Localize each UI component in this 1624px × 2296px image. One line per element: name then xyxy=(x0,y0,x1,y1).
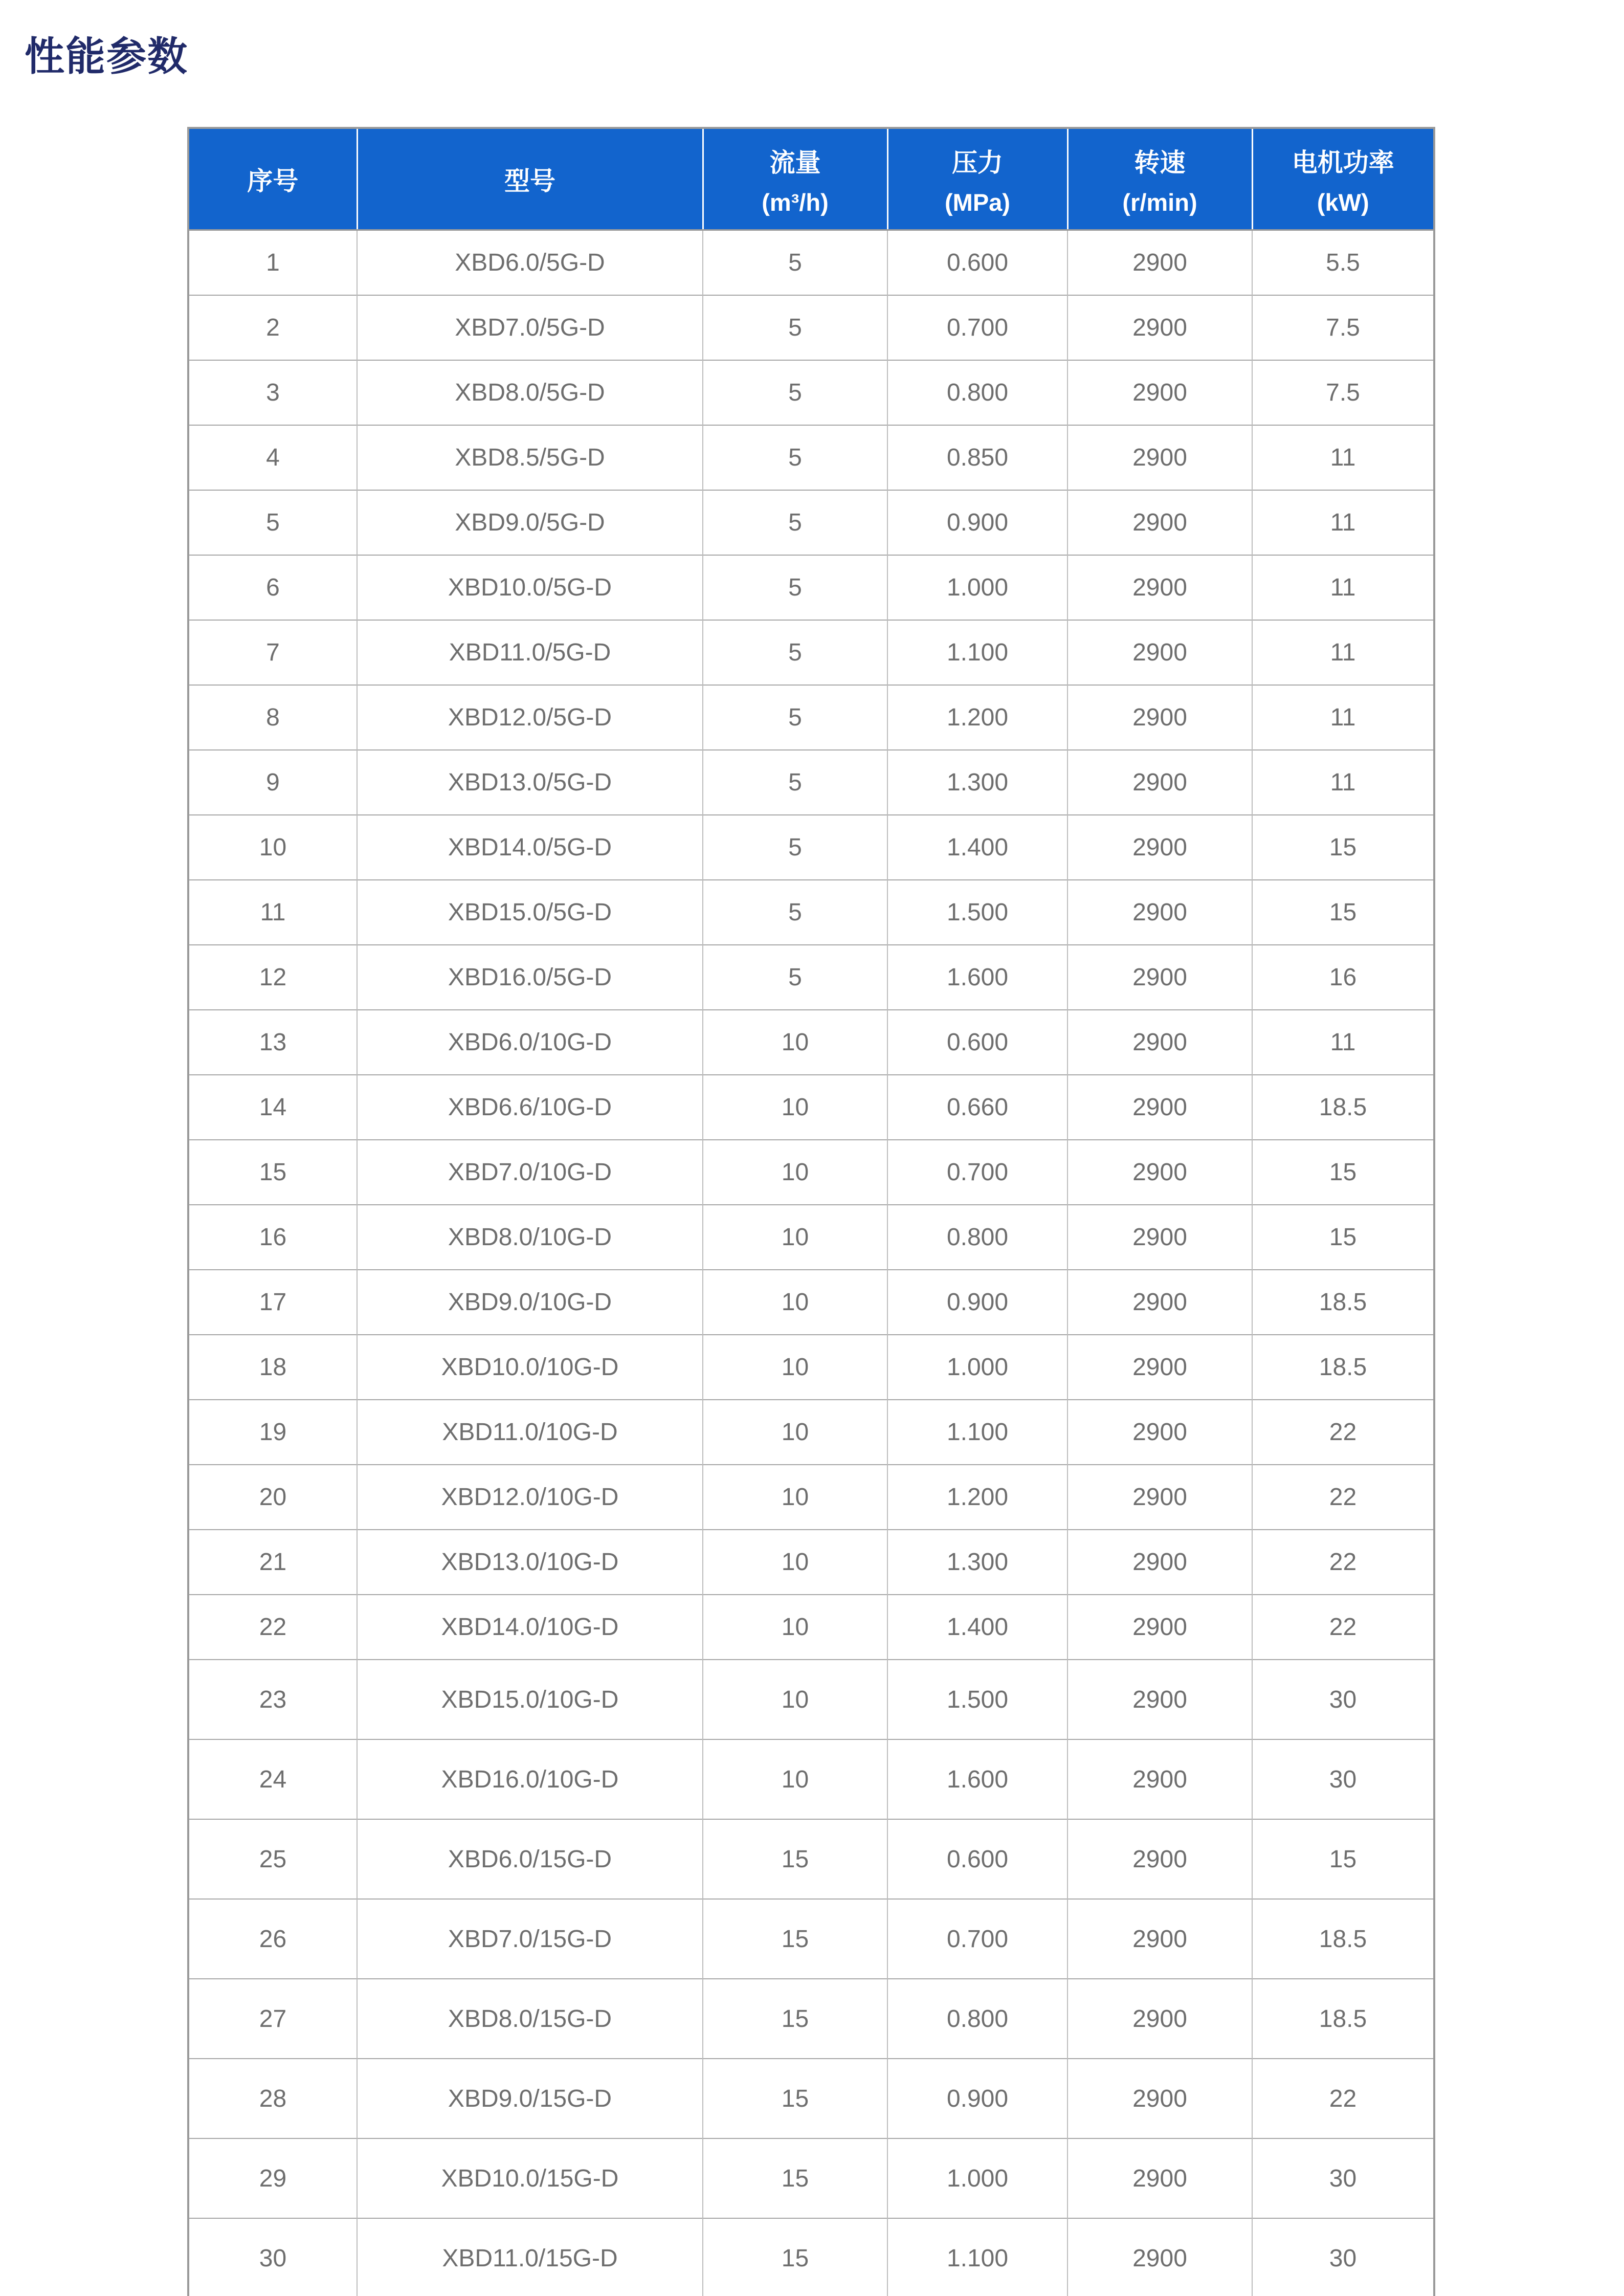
cell: 1.100 xyxy=(887,620,1067,685)
cell: 2900 xyxy=(1067,1465,1252,1530)
cell: XBD10.0/10G-D xyxy=(357,1335,703,1400)
cell: 0.800 xyxy=(887,1205,1067,1270)
cell: 3 xyxy=(188,360,357,425)
cell: XBD7.0/15G-D xyxy=(357,1899,703,1979)
cell: XBD6.0/10G-D xyxy=(357,1010,703,1075)
cell: 25 xyxy=(188,1819,357,1899)
table-body xyxy=(188,230,1434,2296)
cell: 2900 xyxy=(1067,1010,1252,1075)
cell: 2900 xyxy=(1067,1140,1252,1205)
table-row xyxy=(188,295,1434,360)
cell: 18.5 xyxy=(1252,1075,1434,1140)
cell: 15 xyxy=(703,1899,887,1979)
cell: XBD11.0/15G-D xyxy=(357,2218,703,2296)
cell: XBD7.0/5G-D xyxy=(357,295,703,360)
cell: XBD12.0/5G-D xyxy=(357,685,703,750)
cell: 30 xyxy=(1252,1739,1434,1819)
cell: 18.5 xyxy=(1252,1979,1434,2059)
column-header-motor-power xyxy=(1252,128,1434,230)
column-header-label: 压力 xyxy=(952,148,1003,177)
cell: XBD12.0/10G-D xyxy=(357,1465,703,1530)
cell: 6 xyxy=(188,555,357,620)
cell: XBD6.0/15G-D xyxy=(357,1819,703,1899)
cell: 5 xyxy=(703,230,887,296)
cell: 2900 xyxy=(1067,2138,1252,2218)
cell: 8 xyxy=(188,685,357,750)
cell: 2900 xyxy=(1067,1595,1252,1660)
cell: 1.300 xyxy=(887,1530,1067,1595)
cell: 2900 xyxy=(1067,2059,1252,2138)
cell: 29 xyxy=(188,2138,357,2218)
cell: 2900 xyxy=(1067,230,1252,296)
cell: 1.100 xyxy=(887,1400,1067,1465)
cell: 5 xyxy=(703,750,887,815)
column-header-label: 序号 xyxy=(247,167,299,195)
cell: 2900 xyxy=(1067,880,1252,945)
cell: 5 xyxy=(703,880,887,945)
cell: 18 xyxy=(188,1335,357,1400)
cell: 26 xyxy=(188,1899,357,1979)
cell: XBD15.0/5G-D xyxy=(357,880,703,945)
cell: 2900 xyxy=(1067,2218,1252,2296)
cell: 22 xyxy=(1252,1595,1434,1660)
cell: 21 xyxy=(188,1530,357,1595)
cell: 16 xyxy=(188,1205,357,1270)
cell: 0.900 xyxy=(887,1270,1067,1335)
cell: XBD14.0/10G-D xyxy=(357,1595,703,1660)
cell: 15 xyxy=(1252,880,1434,945)
cell: 22 xyxy=(1252,1400,1434,1465)
cell: 30 xyxy=(188,2218,357,2296)
cell: 5 xyxy=(703,425,887,490)
performance-table xyxy=(187,127,1435,2296)
table-row xyxy=(188,1530,1434,1595)
cell: 19 xyxy=(188,1400,357,1465)
cell: 0.600 xyxy=(887,230,1067,296)
cell: 10 xyxy=(703,1400,887,1465)
column-header-label: 转速 xyxy=(1134,148,1186,177)
cell: 18.5 xyxy=(1252,1899,1434,1979)
cell: 0.850 xyxy=(887,425,1067,490)
cell: 0.900 xyxy=(887,2059,1067,2138)
cell: XBD11.0/10G-D xyxy=(357,1400,703,1465)
column-header-speed xyxy=(1067,128,1252,230)
table-row xyxy=(188,1465,1434,1530)
cell: 2900 xyxy=(1067,685,1252,750)
cell: 5.5 xyxy=(1252,230,1434,296)
cell: 11 xyxy=(1252,555,1434,620)
table-row xyxy=(188,1400,1434,1465)
cell: XBD7.0/10G-D xyxy=(357,1140,703,1205)
cell: 15 xyxy=(1252,1205,1434,1270)
cell: 1.500 xyxy=(887,880,1067,945)
table-row xyxy=(188,2138,1434,2218)
cell: 2900 xyxy=(1067,1205,1252,1270)
cell: 1.300 xyxy=(887,750,1067,815)
cell: 10 xyxy=(703,1660,887,1739)
cell: 2900 xyxy=(1067,1335,1252,1400)
cell: 0.800 xyxy=(887,360,1067,425)
cell: XBD6.0/5G-D xyxy=(357,230,703,296)
table-row xyxy=(188,2059,1434,2138)
cell: 10 xyxy=(703,1205,887,1270)
cell: XBD13.0/5G-D xyxy=(357,750,703,815)
cell: 11 xyxy=(188,880,357,945)
cell: 11 xyxy=(1252,1010,1434,1075)
cell: 2900 xyxy=(1067,1075,1252,1140)
cell: XBD16.0/5G-D xyxy=(357,945,703,1010)
cell: 9 xyxy=(188,750,357,815)
column-header-label: 电机功率 xyxy=(1292,148,1394,177)
cell: 0.700 xyxy=(887,1899,1067,1979)
cell: 5 xyxy=(703,295,887,360)
cell: 15 xyxy=(703,1979,887,2059)
cell: 23 xyxy=(188,1660,357,1739)
cell: 2900 xyxy=(1067,815,1252,880)
cell: XBD10.0/15G-D xyxy=(357,2138,703,2218)
table-row xyxy=(188,555,1434,620)
cell: 0.700 xyxy=(887,295,1067,360)
cell: 10 xyxy=(703,1075,887,1140)
cell: 5 xyxy=(188,490,357,555)
cell: 1.200 xyxy=(887,685,1067,750)
cell: 1.400 xyxy=(887,815,1067,880)
cell: XBD8.5/5G-D xyxy=(357,425,703,490)
cell: 1.600 xyxy=(887,1739,1067,1819)
cell: 15 xyxy=(703,2138,887,2218)
cell: 22 xyxy=(1252,1530,1434,1595)
cell: 28 xyxy=(188,2059,357,2138)
cell: XBD13.0/10G-D xyxy=(357,1530,703,1595)
cell: 2900 xyxy=(1067,490,1252,555)
column-header-label: 型号 xyxy=(504,167,555,195)
cell: 2900 xyxy=(1067,1979,1252,2059)
cell: 2900 xyxy=(1067,1400,1252,1465)
cell: XBD14.0/5G-D xyxy=(357,815,703,880)
column-header-flow xyxy=(703,128,887,230)
cell: 5 xyxy=(703,490,887,555)
cell: 2900 xyxy=(1067,1739,1252,1819)
cell: 30 xyxy=(1252,2138,1434,2218)
column-header-pressure xyxy=(887,128,1067,230)
cell: 24 xyxy=(188,1739,357,1819)
cell: 10 xyxy=(703,1530,887,1595)
cell: 5 xyxy=(703,815,887,880)
cell: 10 xyxy=(188,815,357,880)
cell: 0.600 xyxy=(887,1819,1067,1899)
cell: 2900 xyxy=(1067,945,1252,1010)
cell: 1 xyxy=(188,230,357,296)
cell: 2900 xyxy=(1067,1660,1252,1739)
cell: 12 xyxy=(188,945,357,1010)
cell: 1.100 xyxy=(887,2218,1067,2296)
cell: 15 xyxy=(1252,1819,1434,1899)
cell: 10 xyxy=(703,1335,887,1400)
cell: 22 xyxy=(1252,2059,1434,2138)
table-header xyxy=(188,128,1434,230)
cell: 1.200 xyxy=(887,1465,1067,1530)
table-row xyxy=(188,1270,1434,1335)
cell: 5 xyxy=(703,360,887,425)
cell: 11 xyxy=(1252,425,1434,490)
cell: 2900 xyxy=(1067,750,1252,815)
cell: 22 xyxy=(188,1595,357,1660)
cell: 5 xyxy=(703,555,887,620)
cell: 1.500 xyxy=(887,1660,1067,1739)
cell: 4 xyxy=(188,425,357,490)
cell: 30 xyxy=(1252,2218,1434,2296)
page-title: 性能参数 xyxy=(25,34,189,79)
cell: 18.5 xyxy=(1252,1335,1434,1400)
table-row xyxy=(188,360,1434,425)
cell: XBD9.0/5G-D xyxy=(357,490,703,555)
cell: 2 xyxy=(188,295,357,360)
cell: 13 xyxy=(188,1010,357,1075)
cell: 1.000 xyxy=(887,2138,1067,2218)
cell: 15 xyxy=(188,1140,357,1205)
cell: 1.600 xyxy=(887,945,1067,1010)
cell: 27 xyxy=(188,1979,357,2059)
cell: 11 xyxy=(1252,685,1434,750)
table-row xyxy=(188,1075,1434,1140)
cell: 7 xyxy=(188,620,357,685)
table-row xyxy=(188,1010,1434,1075)
cell: 14 xyxy=(188,1075,357,1140)
cell: 2900 xyxy=(1067,1819,1252,1899)
table-row xyxy=(188,685,1434,750)
cell: 16 xyxy=(1252,945,1434,1010)
cell: 1.400 xyxy=(887,1595,1067,1660)
cell: XBD6.6/10G-D xyxy=(357,1075,703,1140)
table-row xyxy=(188,1899,1434,1979)
cell: XBD15.0/10G-D xyxy=(357,1660,703,1739)
cell: 1.000 xyxy=(887,1335,1067,1400)
cell: 10 xyxy=(703,1465,887,1530)
cell: 2900 xyxy=(1067,425,1252,490)
column-header-model xyxy=(357,128,703,230)
cell: 11 xyxy=(1252,620,1434,685)
column-header-index xyxy=(188,128,357,230)
cell: 0.660 xyxy=(887,1075,1067,1140)
cell: 7.5 xyxy=(1252,360,1434,425)
cell: 20 xyxy=(188,1465,357,1530)
table-row xyxy=(188,880,1434,945)
cell: 2900 xyxy=(1067,620,1252,685)
table-row xyxy=(188,815,1434,880)
cell: 0.700 xyxy=(887,1140,1067,1205)
cell: 18.5 xyxy=(1252,1270,1434,1335)
cell: 17 xyxy=(188,1270,357,1335)
cell: 5 xyxy=(703,945,887,1010)
cell: 15 xyxy=(1252,1140,1434,1205)
column-header-unit: (m³/h) xyxy=(762,188,829,216)
cell: XBD11.0/5G-D xyxy=(357,620,703,685)
column-header-unit: (kW) xyxy=(1317,188,1369,216)
table-row xyxy=(188,425,1434,490)
cell: 10 xyxy=(703,1595,887,1660)
cell: 2900 xyxy=(1067,1270,1252,1335)
cell: XBD8.0/15G-D xyxy=(357,1979,703,2059)
cell: 2900 xyxy=(1067,1530,1252,1595)
table-row xyxy=(188,1660,1434,1739)
cell: 2900 xyxy=(1067,360,1252,425)
cell: 30 xyxy=(1252,1660,1434,1739)
table-row xyxy=(188,1739,1434,1819)
table-row xyxy=(188,620,1434,685)
cell: 22 xyxy=(1252,1465,1434,1530)
table-row xyxy=(188,1140,1434,1205)
cell: 2900 xyxy=(1067,555,1252,620)
cell: 15 xyxy=(703,1819,887,1899)
header-row xyxy=(188,128,1434,230)
cell: 0.900 xyxy=(887,490,1067,555)
column-header-label: 流量 xyxy=(769,148,821,177)
cell: XBD8.0/5G-D xyxy=(357,360,703,425)
table-row xyxy=(188,2218,1434,2296)
cell: 0.600 xyxy=(887,1010,1067,1075)
column-header-unit: (r/min) xyxy=(1122,188,1197,216)
cell: 15 xyxy=(703,2059,887,2138)
cell: 10 xyxy=(703,1270,887,1335)
table-row xyxy=(188,1205,1434,1270)
cell: XBD10.0/5G-D xyxy=(357,555,703,620)
cell: 5 xyxy=(703,620,887,685)
cell: XBD9.0/15G-D xyxy=(357,2059,703,2138)
cell: 2900 xyxy=(1067,1899,1252,1979)
table-row xyxy=(188,1979,1434,2059)
table-row xyxy=(188,490,1434,555)
cell: 11 xyxy=(1252,490,1434,555)
cell: XBD16.0/10G-D xyxy=(357,1739,703,1819)
cell: 2900 xyxy=(1067,295,1252,360)
cell: 0.800 xyxy=(887,1979,1067,2059)
table-row xyxy=(188,230,1434,296)
table-row xyxy=(188,1335,1434,1400)
table-row xyxy=(188,1595,1434,1660)
column-header-unit: (MPa) xyxy=(945,188,1010,216)
cell: 5 xyxy=(703,685,887,750)
cell: 1.000 xyxy=(887,555,1067,620)
cell: 15 xyxy=(1252,815,1434,880)
cell: 10 xyxy=(703,1140,887,1205)
cell: 10 xyxy=(703,1739,887,1819)
cell: XBD8.0/10G-D xyxy=(357,1205,703,1270)
table-row xyxy=(188,945,1434,1010)
table-row xyxy=(188,750,1434,815)
cell: 10 xyxy=(703,1010,887,1075)
cell: 11 xyxy=(1252,750,1434,815)
table-row xyxy=(188,1819,1434,1899)
cell: XBD9.0/10G-D xyxy=(357,1270,703,1335)
cell: 15 xyxy=(703,2218,887,2296)
cell: 7.5 xyxy=(1252,295,1434,360)
